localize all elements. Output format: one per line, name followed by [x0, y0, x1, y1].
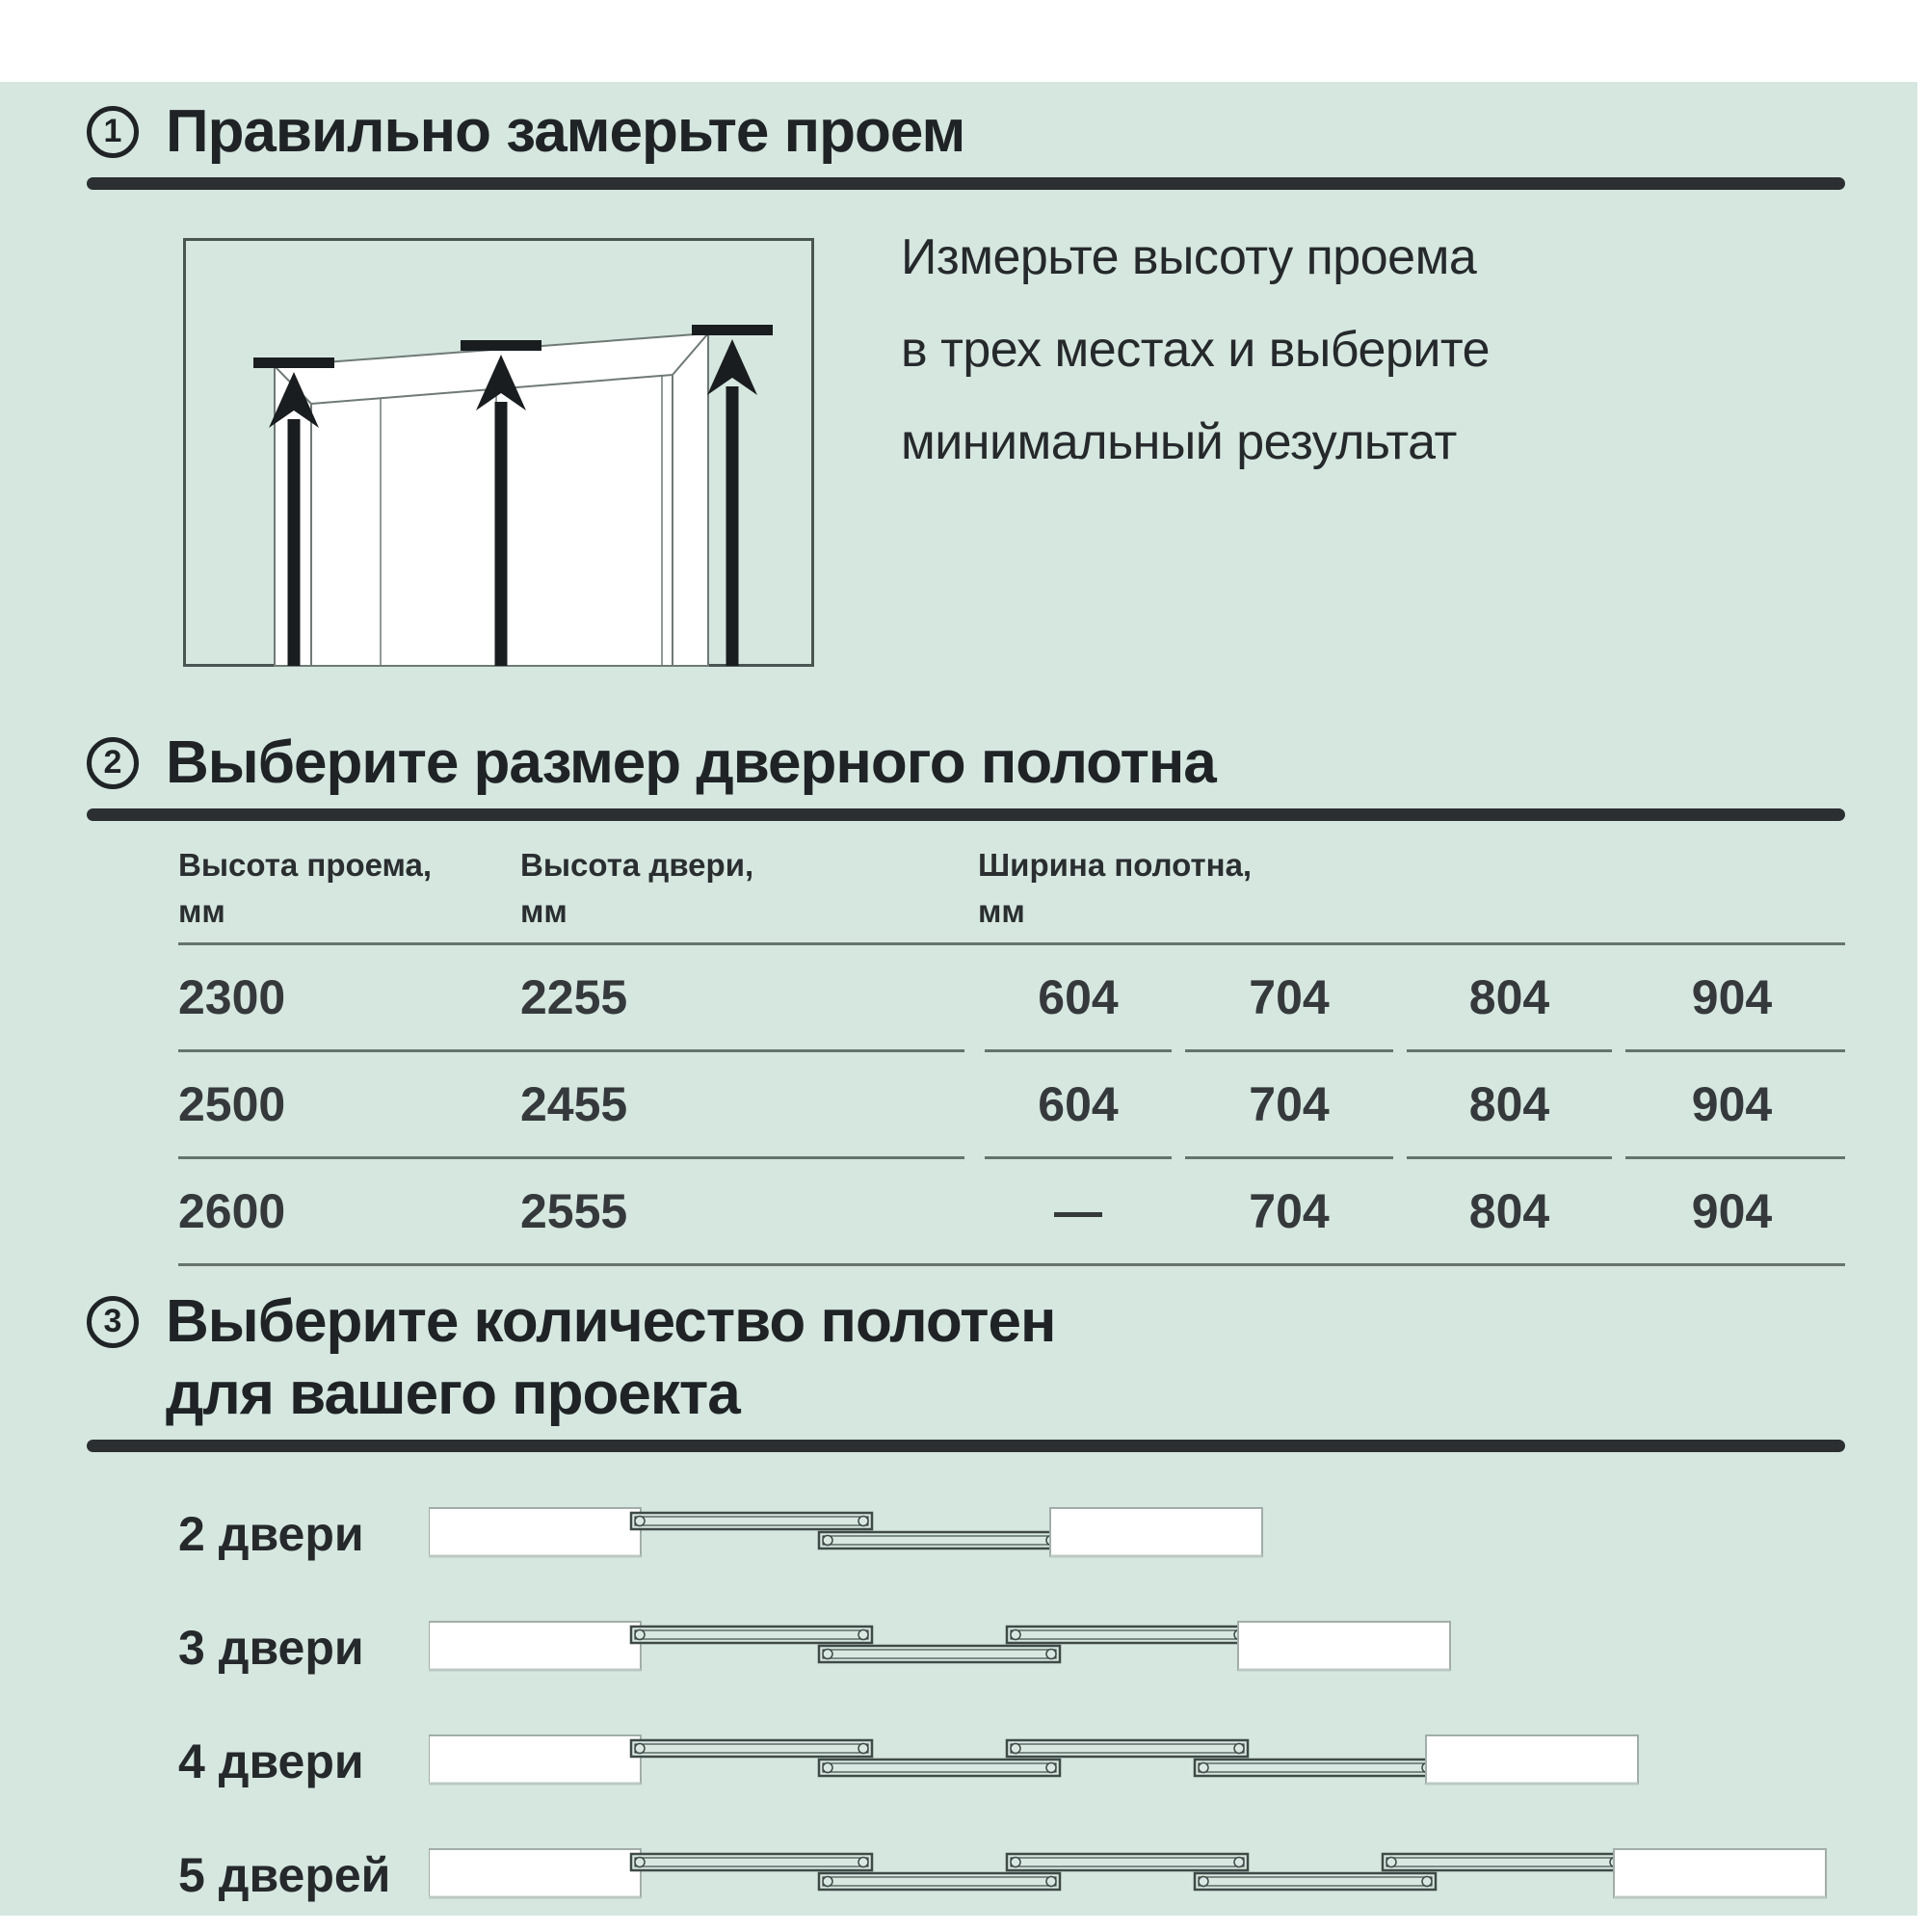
- col-header-panel-width: Ширина полотна, мм: [978, 847, 1253, 929]
- door-count-option: [178, 1477, 1845, 1591]
- width-value-unavailable: —: [1054, 1184, 1102, 1238]
- step-3-number: 3: [103, 1303, 122, 1339]
- width-value: 804: [1468, 970, 1550, 1024]
- door-count-option: [178, 1705, 1845, 1818]
- door-count-options: [87, 1477, 1845, 1932]
- section-1-rule: [87, 177, 1845, 190]
- door-size-table: [178, 842, 1845, 1266]
- width-value: 904: [1691, 1077, 1773, 1131]
- door-config-svg: [429, 1846, 1850, 1904]
- doorway-diagram-svg: [183, 238, 814, 667]
- width-value: 904: [1691, 1184, 1773, 1238]
- door-height-value: 2255: [520, 970, 628, 1024]
- section-1-heading: [87, 95, 1845, 168]
- opening-height-value: 2600: [178, 1184, 286, 1238]
- measure-instructions: [901, 211, 1490, 667]
- section-3-rule: [87, 1440, 1845, 1452]
- section-2-title: Выберите размер дверного полотна: [166, 729, 1216, 796]
- door-count-label: 4 двери: [178, 1734, 364, 1788]
- section-1-title: Правильно замерьте проем: [166, 98, 965, 165]
- width-value: 704: [1249, 1077, 1330, 1131]
- door-height-value: 2455: [520, 1077, 628, 1131]
- door-count-label: 2 двери: [178, 1507, 364, 1561]
- width-value: 704: [1249, 1184, 1330, 1238]
- width-value: 804: [1468, 1184, 1550, 1238]
- section-3-heading: [87, 1285, 1845, 1358]
- table-row: [178, 1052, 1845, 1156]
- width-value: 904: [1691, 970, 1773, 1024]
- table-header-row: [178, 842, 1845, 935]
- width-value: 604: [1038, 1077, 1119, 1131]
- width-value: 804: [1468, 1077, 1550, 1131]
- opening-height-value: 2500: [178, 1077, 286, 1131]
- table-row: [178, 1159, 1845, 1263]
- opening-height-value: 2300: [178, 970, 286, 1024]
- table-row: [178, 945, 1845, 1049]
- section-measure-opening: [87, 95, 1845, 667]
- door-config-diagram: [429, 1505, 1850, 1563]
- step-2-number: 2: [103, 744, 122, 781]
- table-row-separator: [178, 1049, 1845, 1052]
- section-2-heading: [87, 727, 1845, 799]
- step-2-badge: [87, 737, 139, 789]
- instruction-line: в трех местах и выберите: [901, 322, 1491, 378]
- door-height-value: 2555: [520, 1184, 628, 1238]
- col-header-door-height: Высота двери, мм: [520, 847, 754, 929]
- instruction-sheet: [0, 82, 1917, 1916]
- door-count-option: [178, 1818, 1845, 1932]
- door-count-option: [178, 1591, 1845, 1705]
- section-1-body: [87, 229, 1845, 667]
- door-config-svg: [429, 1505, 1850, 1563]
- door-config-diagram: [429, 1733, 1850, 1790]
- instruction-line: минимальный результат: [901, 414, 1457, 470]
- door-config-diagram: [429, 1846, 1850, 1904]
- width-value: 704: [1249, 970, 1330, 1024]
- door-count-label: 5 дверей: [178, 1848, 391, 1902]
- step-1-number: 1: [103, 113, 122, 149]
- door-config-svg: [429, 1733, 1850, 1790]
- door-count-label: 3 двери: [178, 1621, 364, 1675]
- col-header-opening-height: Высота проема, мм: [178, 847, 433, 929]
- section-choose-count: [87, 1285, 1845, 1932]
- table-bottom-rule: [178, 1263, 1845, 1266]
- instruction-line: Измерьте высоту проема: [901, 229, 1477, 285]
- section-choose-size: [87, 727, 1845, 1266]
- width-value: 604: [1038, 970, 1119, 1024]
- doorway-measure-figure: [183, 238, 814, 667]
- section-3-title-line1: Выберите количество полотен: [166, 1288, 1056, 1355]
- table-row-separator: [178, 1156, 1845, 1159]
- door-config-diagram: [429, 1619, 1850, 1677]
- step-1-badge: [87, 106, 139, 158]
- door-config-svg: [429, 1619, 1850, 1677]
- section-2-rule: [87, 808, 1845, 821]
- section-3-title-line2: для вашего проекта: [166, 1361, 740, 1427]
- step-3-badge: [87, 1296, 139, 1348]
